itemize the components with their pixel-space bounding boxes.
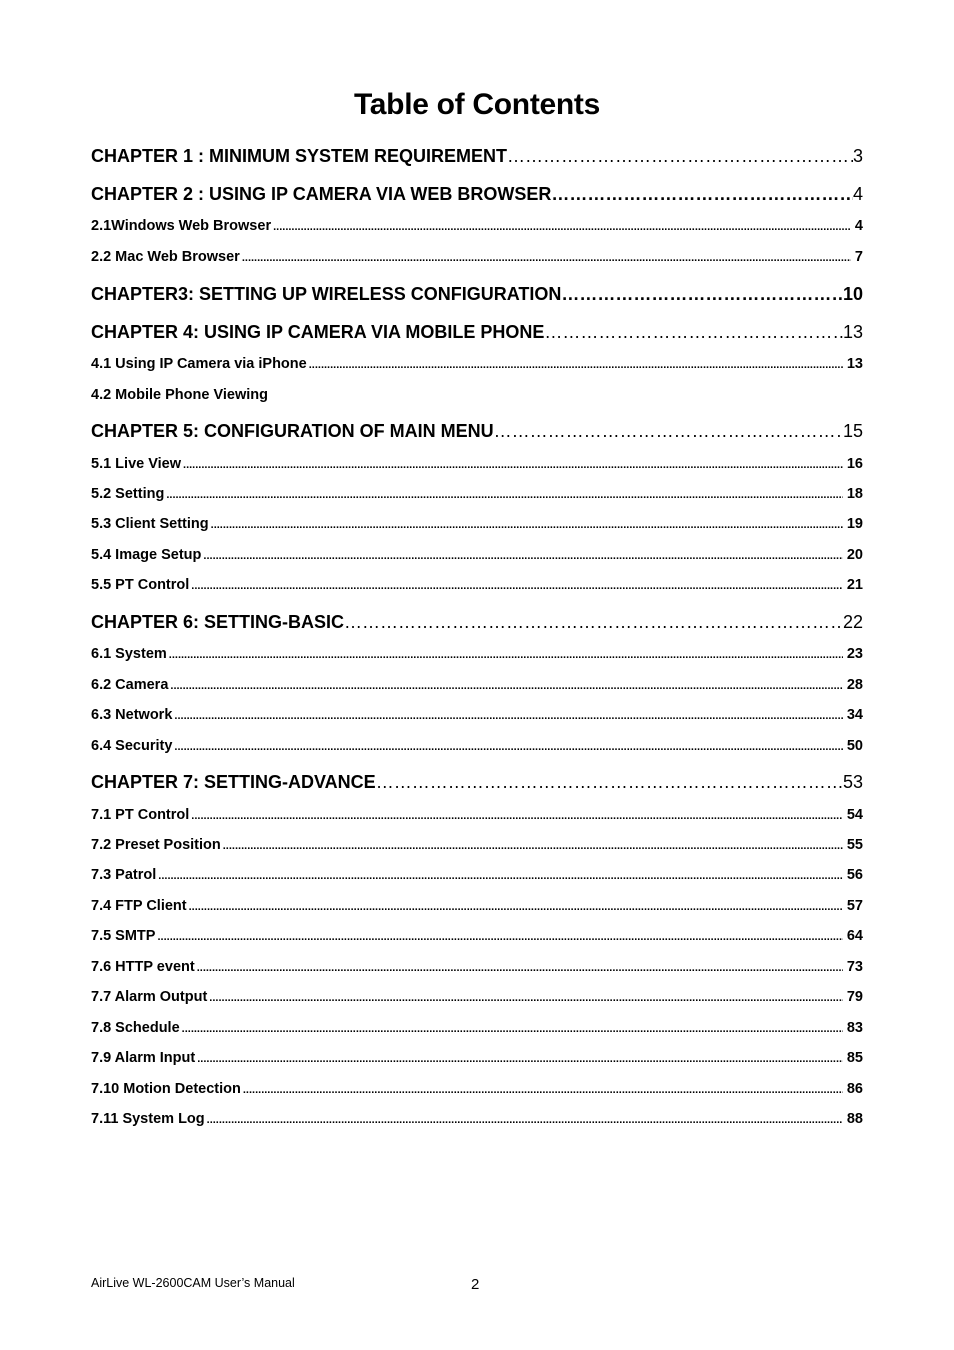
toc-entry-label: 5.4 Image Setup	[91, 547, 202, 563]
toc-entry-label: 4.2 Mobile Phone Viewing	[91, 387, 268, 403]
toc-leader	[195, 1053, 843, 1065]
toc-entry-5-5[interactable]	[91, 577, 863, 593]
toc-leader	[241, 1084, 843, 1096]
toc-page-number: 50	[846, 738, 863, 754]
toc-leader	[551, 184, 853, 205]
toc-page-number: 21	[846, 577, 863, 593]
toc-leader	[240, 252, 851, 264]
toc-leader	[271, 221, 851, 233]
toc-leader	[155, 931, 842, 943]
toc-entry-label: 6.3 Network	[91, 707, 173, 723]
toc-entry-label: 7.1 PT Control	[91, 807, 190, 823]
toc-entry-5-3[interactable]	[91, 516, 863, 532]
toc-page-number: 16	[846, 456, 863, 472]
toc-entry-6-1[interactable]	[91, 646, 863, 662]
toc-entry-6-3[interactable]	[91, 707, 863, 723]
toc-entry-chapter-1[interactable]	[91, 146, 863, 167]
toc-entry-label: 7.9 Alarm Input	[91, 1050, 196, 1066]
toc-leader	[376, 772, 843, 793]
toc-leader	[207, 992, 843, 1004]
toc-entry-2-1[interactable]	[91, 218, 863, 234]
toc-page-number: 13	[842, 322, 863, 342]
toc-leader	[544, 322, 843, 343]
toc-entry-label: 5.1 Live View	[91, 456, 182, 472]
toc-entry-label: 7.6 HTTP event	[91, 959, 195, 975]
toc-page-number: 20	[846, 547, 863, 563]
toc-leader	[195, 962, 843, 974]
toc-page-number: 4	[852, 184, 863, 204]
toc-entry-7-1[interactable]	[91, 807, 863, 823]
toc-leader	[201, 550, 842, 562]
toc-entry-label: 7.2 Preset Position	[91, 837, 221, 853]
toc-page-number: 18	[846, 486, 863, 502]
toc-page-number: 34	[846, 707, 863, 723]
toc-leader	[344, 612, 843, 633]
toc-leader	[181, 459, 843, 471]
toc-page-number: 3	[852, 146, 863, 166]
toc-entry-label: 7.11 System Log	[91, 1111, 205, 1127]
toc-leader	[561, 284, 843, 305]
toc-entry-6-2[interactable]	[91, 677, 863, 693]
toc-entry-7-5[interactable]	[91, 928, 863, 944]
toc-entry-label: 6.2 Camera	[91, 677, 169, 693]
toc-leader	[494, 421, 843, 442]
toc-entry-label: 7.5 SMTP	[91, 928, 156, 944]
toc-page-number: 15	[842, 421, 863, 441]
toc-entry-2-2[interactable]	[91, 249, 863, 265]
toc-page-number: 79	[846, 989, 863, 1005]
toc-leader	[156, 870, 843, 882]
toc-entry-label: 7.4 FTP Client	[91, 898, 187, 914]
toc-leader	[507, 146, 853, 167]
toc-page-number: 10	[842, 284, 863, 304]
toc-entry-7-9[interactable]	[91, 1050, 863, 1066]
toc-entry-label: CHAPTER 5: CONFIGURATION OF MAIN MENU	[91, 421, 494, 441]
toc-entry-chapter-2[interactable]	[91, 184, 863, 205]
toc-leader	[172, 741, 842, 753]
toc-leader	[187, 901, 843, 913]
toc-leader	[167, 649, 843, 661]
toc-entry-7-3[interactable]	[91, 867, 863, 883]
toc-entry-5-4[interactable]	[91, 547, 863, 563]
toc-page-number: 23	[846, 646, 863, 662]
toc-page-number: 55	[846, 837, 863, 853]
toc-entry-chapter-6[interactable]	[91, 612, 863, 633]
toc-entry-label: CHAPTER 4: USING IP CAMERA VIA MOBILE PHONE	[91, 322, 545, 342]
toc-page-number: 13	[846, 356, 863, 372]
toc-entry-label: 7.7 Alarm Output	[91, 989, 208, 1005]
toc-page-number: 28	[846, 677, 863, 693]
toc-leader	[221, 840, 843, 852]
toc-entry-7-11[interactable]	[91, 1111, 863, 1127]
toc-entry-label: CHAPTER 1 : MINIMUM SYSTEM REQUIREMENT	[91, 146, 508, 166]
toc-page-number: 73	[846, 959, 863, 975]
toc-entry-4-1[interactable]	[91, 356, 863, 372]
toc-leader	[172, 710, 842, 722]
toc-entry-label: 2.2 Mac Web Browser	[91, 249, 240, 265]
page-title: Table of Contents	[353, 88, 600, 121]
toc-page-number: 7	[854, 249, 863, 265]
toc-entry-7-10[interactable]	[91, 1081, 863, 1097]
toc-page-number: 86	[846, 1081, 863, 1097]
toc-leader	[168, 680, 842, 692]
toc-page-number: 22	[842, 612, 863, 632]
toc-page-number: 64	[846, 928, 863, 944]
toc-entry-7-6[interactable]	[91, 959, 863, 975]
toc-leader	[307, 359, 843, 371]
toc-leader	[189, 580, 843, 592]
toc-entry-7-2[interactable]	[91, 837, 863, 853]
toc-leader	[164, 489, 843, 501]
toc-page-number: 19	[846, 516, 863, 532]
toc-entry-5-1[interactable]	[91, 456, 863, 472]
toc-entry-label: 6.1 System	[91, 646, 167, 662]
toc-entry-label: 7.8 Schedule	[91, 1020, 180, 1036]
toc-entry-label: CHAPTER 7: SETTING-ADVANCE	[91, 772, 376, 792]
toc-leader	[180, 1023, 843, 1035]
toc-page-number: 57	[846, 898, 863, 914]
toc-entry-label: 7.3 Patrol	[91, 867, 157, 883]
toc-entry-label: 2.1Windows Web Browser	[91, 218, 272, 234]
toc-entry-6-4[interactable]	[91, 738, 863, 754]
toc-page-number: 54	[846, 807, 863, 823]
toc-entry-label: 6.4 Security	[91, 738, 173, 754]
toc-leader	[205, 1114, 843, 1126]
toc-entry-label: 4.1 Using IP Camera via iPhone	[91, 356, 307, 372]
toc-entry-label: 5.3 Client Setting	[91, 516, 209, 532]
toc-page-number: 53	[842, 772, 863, 792]
toc-leader	[209, 519, 843, 531]
toc-entry-chapter-5[interactable]	[91, 421, 863, 442]
toc-entry-7-8[interactable]	[91, 1020, 863, 1036]
toc-page-number: 56	[846, 867, 863, 883]
toc-page-number: 4	[854, 218, 863, 234]
toc-leader	[189, 810, 843, 822]
toc-entry-label: CHAPTER3: SETTING UP WIRELESS CONFIGURATION	[91, 284, 562, 304]
toc-page-number: 88	[846, 1111, 863, 1127]
toc-entry-label: CHAPTER 2 : USING IP CAMERA VIA WEB BROWSER	[91, 184, 552, 204]
toc-entry-4-2[interactable]	[91, 387, 863, 403]
toc-page-number: 83	[846, 1020, 863, 1036]
toc-entry-chapter-7[interactable]	[91, 772, 863, 793]
toc-page-number: 85	[846, 1050, 863, 1066]
toc-entry-label: CHAPTER 6: SETTING-BASIC	[91, 612, 345, 632]
toc-entry-5-2[interactable]	[91, 486, 863, 502]
toc-entry-label: 5.5 PT Control	[91, 577, 190, 593]
footer-manual-title: AirLive WL-2600CAM User’s Manual	[91, 1276, 295, 1290]
footer-page-number: 2	[471, 1276, 480, 1293]
toc-entry-chapter-3[interactable]	[91, 284, 863, 305]
toc-entry-7-4[interactable]	[91, 898, 863, 914]
toc-entry-7-7[interactable]	[91, 989, 863, 1005]
toc-entry-label: 7.10 Motion Detection	[91, 1081, 241, 1097]
toc-entry-label: 5.2 Setting	[91, 486, 165, 502]
toc-entry-chapter-4[interactable]	[91, 322, 863, 343]
